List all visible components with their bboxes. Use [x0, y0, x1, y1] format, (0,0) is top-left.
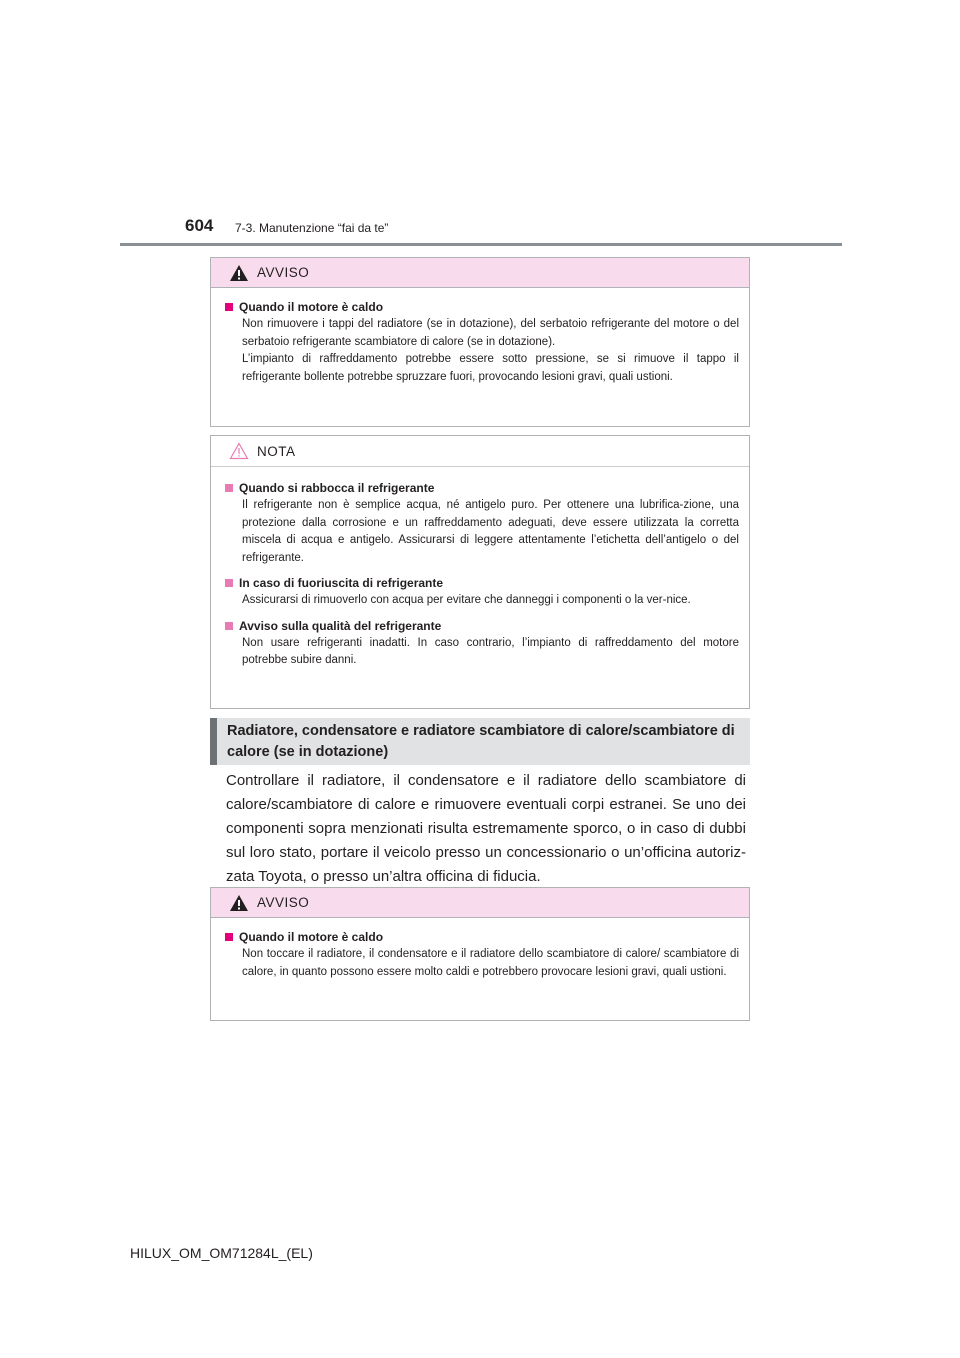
note-item-title-text: Quando si rabbocca il refrigerante	[239, 481, 435, 495]
note-item-text: Non usare refrigeranti inadatti. In caso contrario, l’impianto di raffreddamento del motore potrebbe subire danni.	[242, 636, 739, 666]
note-item	[225, 479, 739, 567]
note-item-title-text: In caso di fuoriuscita di refrigerante	[239, 576, 444, 590]
square-bullet-icon	[225, 933, 233, 941]
warning-item	[225, 298, 739, 386]
note-item-title-text: Avviso sulla qualità del refrigerante	[239, 618, 442, 633]
note-item	[225, 617, 739, 670]
note-box	[210, 435, 750, 709]
warning-item-text: Non rimuovere i tappi del radiatore (se in dotazione), del serbatoio refrigerante del motore o del serbatoio refrigerante scambiatore di calore (se in dotazione).	[242, 318, 739, 348]
warning-box-body	[211, 918, 749, 1000]
section-heading: Radiatore, condensatore e radiatore scambiatore di calore/scambiatore di calore (se in dotazione)	[210, 718, 750, 765]
warning-item	[225, 928, 739, 981]
note-box-body	[211, 467, 749, 689]
caution-triangle-outline-icon	[229, 442, 249, 460]
header-rule	[120, 243, 842, 246]
square-bullet-icon	[225, 303, 233, 311]
note-item	[225, 574, 739, 610]
warning-triangle-icon	[229, 264, 249, 282]
warning-box-1	[210, 257, 750, 427]
warning-item-title-text: Quando il motore è caldo	[239, 930, 384, 944]
warning-item-title-text: Quando il motore è caldo	[239, 300, 384, 314]
warning-triangle-icon	[229, 894, 249, 912]
warning-item-title	[225, 928, 739, 946]
note-item-title	[225, 574, 739, 592]
page-number: 604	[185, 216, 214, 235]
note-item-text: Il refrigerante non è semplice acqua, né antigelo puro. Per ottenere una lubrifica-zione, una protezione dalla corrosione e un raffreddamento adeguati, deve essere utilizzata la corretta miscela di acqua e antigelo. Assicurarsi di leggere attentamente l’etichetta dell’antigelo o del refrigerante.	[242, 499, 739, 564]
section-title: 7-3. Manutenzione “fai da te”	[235, 221, 389, 235]
warning-item-title	[225, 298, 739, 316]
square-bullet-icon	[225, 484, 233, 492]
warning-box-2	[210, 887, 750, 1021]
warning-box-label: AVVISO	[257, 895, 310, 910]
note-item-title	[225, 479, 739, 497]
note-item-text: Assicurarsi di rimuoverlo con acqua per evitare che danneggi i componenti o la ver-nice.	[242, 594, 691, 606]
warning-box-body	[211, 288, 749, 405]
footer-doc-id: HILUX_OM_OM71284L_(EL)	[130, 1245, 313, 1261]
warning-item-text: L’impianto di raffreddamento potrebbe essere sotto pressione, se si rimuove il tappo il refrigerante bollente potrebbe spruzzare fuori, provocando lesioni gravi, quali ustioni.	[242, 353, 739, 383]
note-box-label: NOTA	[257, 443, 296, 459]
warning-box-label: AVVISO	[257, 265, 310, 280]
warning-box-header	[211, 888, 749, 918]
warning-item-text: Non toccare il radiatore, il condensatore e il radiatore dello scambiatore di calore/ scambiatore di calore, in quanto possono essere molto caldi e potrebbero provocare lesioni gravi, quali ustioni.	[242, 948, 739, 978]
warning-box-header	[211, 258, 749, 288]
square-bullet-icon	[225, 622, 233, 630]
body-paragraph: Controllare il radiatore, il condensatore e il radiatore dello scambiatore di calore/scambiatore di calore e rimuovere eventuali corpi estranei. Se uno dei componenti sopra menzionati risulta estremamente sporco, o in caso di dubbi sul loro stato, portare il veicolo presso un concessionario o un’officina autoriz-zata Toyota, o presso un’altra officina di fiducia.	[226, 772, 746, 885]
note-box-header	[211, 436, 749, 467]
square-bullet-icon	[225, 579, 233, 587]
note-item-title	[225, 617, 739, 635]
